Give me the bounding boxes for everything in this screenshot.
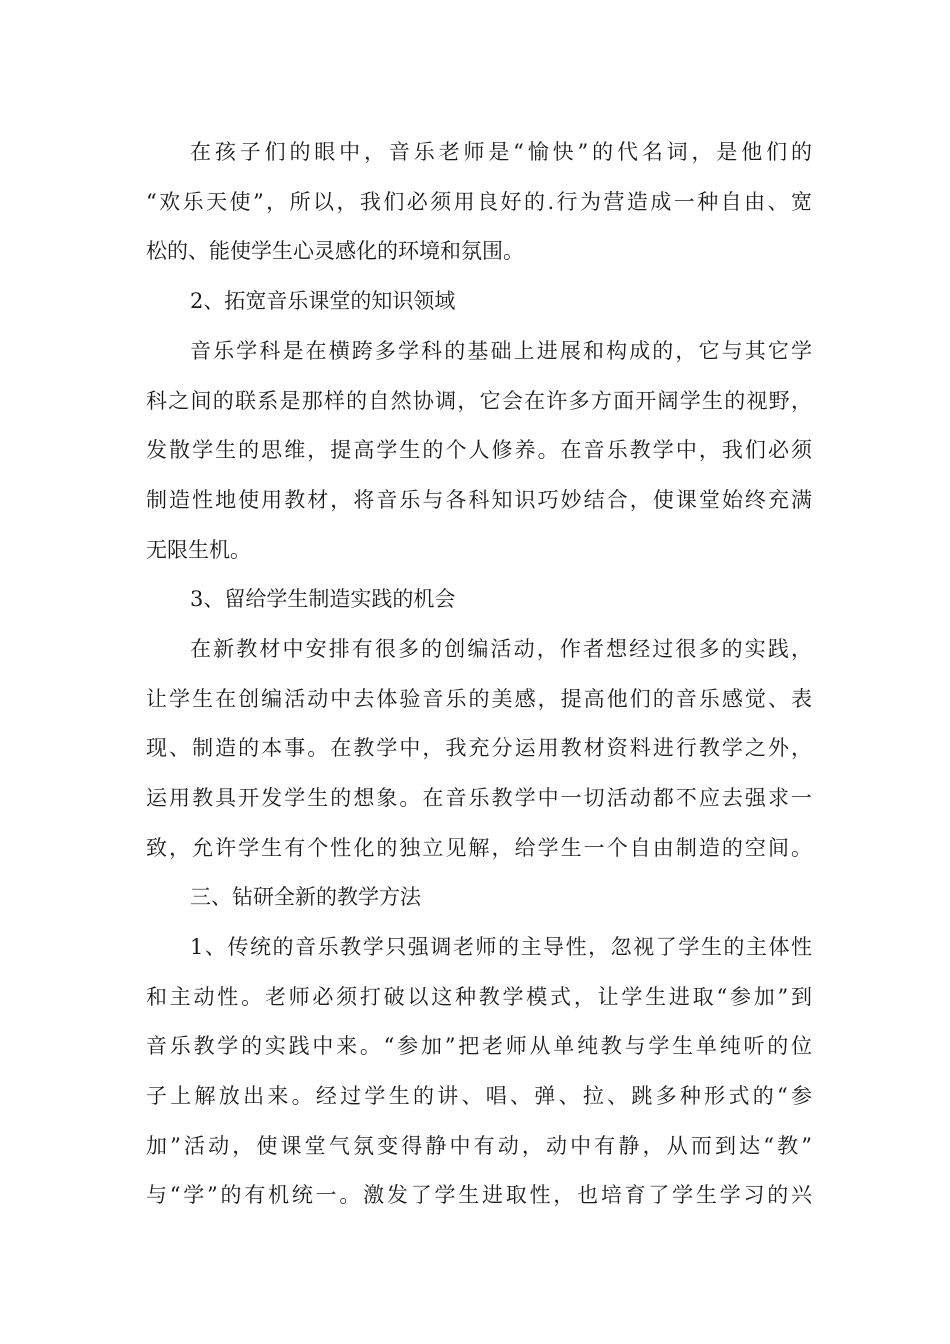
paragraph-line: 让学生在创编活动中去体验音乐的美感，提高他们的音乐感觉、表 (146, 687, 812, 711)
section-heading: 三、钻研全新的教学方法 (190, 885, 421, 909)
paragraph-line: “欢乐天使”，所以，我们必须用良好的.行为营造成一种自由、宽 (146, 190, 812, 214)
paragraph-line: 发散学生的思维，提高学生的个人修养。在音乐教学中，我们必须 (146, 438, 812, 462)
paragraph-line: 现、制造的本事。在教学中，我充分运用教材资料进行教学之外， (146, 736, 812, 760)
paragraph-line: 松的、能使学生心灵感化的环境和氛围。 (146, 239, 524, 263)
paragraph-line: 在新教材中安排有很多的创编活动，作者想经过很多的实践， (190, 637, 812, 661)
paragraph-line: 制造性地使用教材，将音乐与各科知识巧妙结合，使课堂始终充满 (146, 488, 812, 512)
paragraph-line: 与“学”的有机统一。激发了学生进取性，也培育了学生学习的兴 (146, 1183, 812, 1207)
paragraph-line: 加”活动，使课堂气氛变得静中有动，动中有静，从而到达“教” (146, 1134, 812, 1158)
paragraph-line: 子上解放出来。经过学生的讲、唱、弹、拉、跳多种形式的“参 (146, 1084, 812, 1108)
paragraph-line: 在孩子们的眼中，音乐老师是“愉快”的代名词，是他们的 (190, 140, 812, 164)
paragraph-line: 无限生机。 (146, 538, 251, 562)
paragraph-line: 致，允许学生有个性化的独立见解，给学生一个自由制造的空间。 (146, 836, 812, 860)
paragraph-line: 1、传统的音乐教学只强调老师的主导性，忽视了学生的主体性 (190, 935, 812, 959)
paragraph-line: 音乐学科是在横跨多学科的基础上进展和构成的，它与其它学 (190, 339, 812, 363)
paragraph-line: 运用教具开发学生的想象。在音乐教学中一切活动都不应去强求一 (146, 786, 812, 810)
paragraph-line: 和主动性。老师必须打破以这种教学模式，让学生进取“参加”到 (146, 985, 812, 1009)
section-heading: 3、留给学生制造实践的机会 (190, 587, 456, 611)
paragraph-line: 音乐教学的实践中来。“参加”把老师从单纯教与学生单纯听的位 (146, 1034, 812, 1058)
section-heading: 2、拓宽音乐课堂的知识领域 (190, 289, 456, 313)
paragraph-line: 科之间的联系是那样的自然协调，它会在许多方面开阔学生的视野， (146, 389, 812, 413)
